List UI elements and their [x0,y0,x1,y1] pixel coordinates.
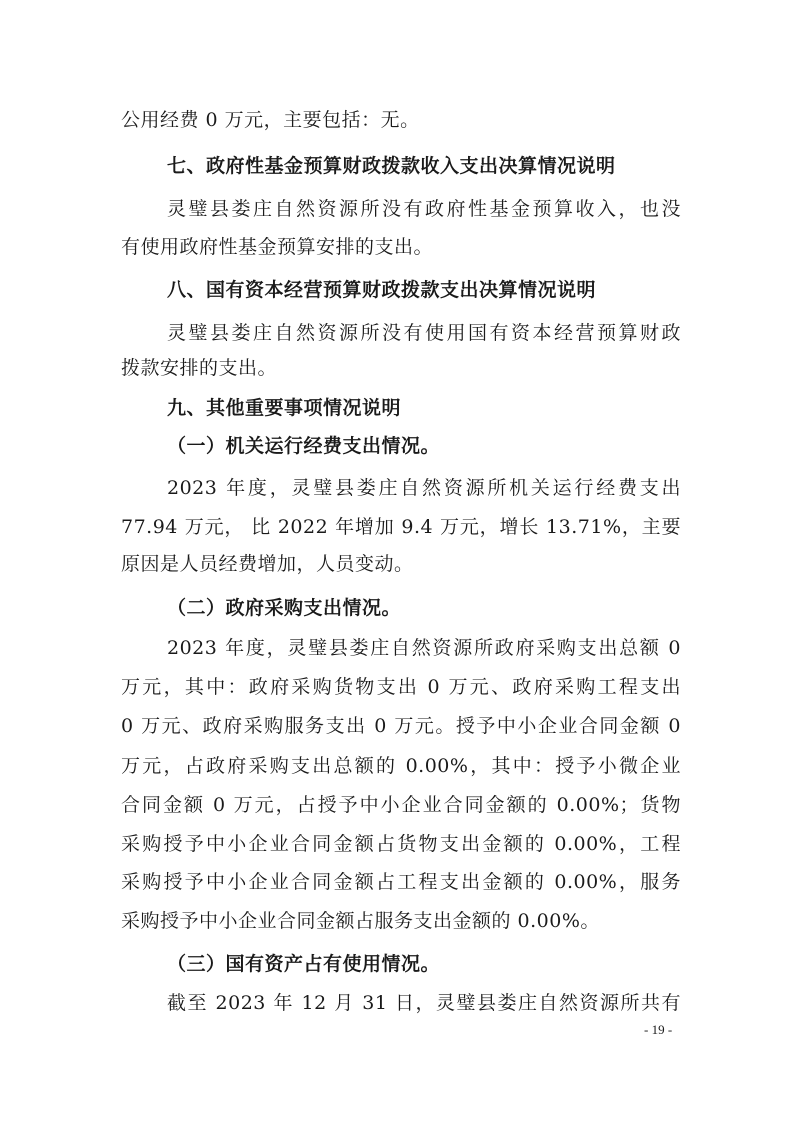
section-heading-7: 七、政府性基金预算财政拨款收入支出决算情况说明 [167,155,616,177]
body-text-line: 2023 年度，灵璧县娄庄自然资源所机关运行经费支出 [167,477,681,499]
body-text-line: 合同金额 0 万元，占授予中小企业合同金额的 0.00%；货物 [121,794,681,816]
body-text-line: 万元，其中：政府采购货物支出 0 万元、政府采购工程支出 [121,676,681,698]
body-text-line: 0 万元、政府采购服务支出 0 万元。授予中小企业合同金额 0 [121,715,681,737]
subsection-heading-2: （二）政府采购支出情况。 [167,597,402,619]
body-text-line: 采购授予中小企业合同金额占工程支出金额的 0.00%，服务 [121,871,681,893]
body-text-line: 有使用政府性基金预算安排的支出。 [121,236,434,258]
subsection-heading-3: （三）国有资产占有使用情况。 [167,953,441,975]
body-text-line: 2023 年度，灵璧县娄庄自然资源所政府采购支出总额 0 [167,637,681,659]
body-text-line: 原因是人员经费增加，人员变动。 [121,553,414,575]
body-text-line: 77.94 万元， 比 2022 年增加 9.4 万元，增长 13.71%，主要 [121,516,681,538]
body-text-line: 截至 2023 年 12 月 31 日，灵璧县娄庄自然资源所共有 [167,992,681,1014]
body-text-line: 灵璧县娄庄自然资源所没有政府性基金预算收入，也没 [167,198,681,220]
section-heading-9: 九、其他重要事项情况说明 [167,397,402,419]
body-text-line: 万元，占政府采购支出总额的 0.00%，其中：授予小微企业 [121,755,681,777]
section-heading-8: 八、国有资本经营预算财政拨款支出决算情况说明 [167,279,597,301]
body-text-line: 采购授予中小企业合同金额占服务支出金额的 0.00%。 [121,910,600,932]
page-number: - 19 - [644,1022,673,1037]
body-text-line: 拨款安排的支出。 [121,357,278,379]
body-text-line: 采购授予中小企业合同金额占货物支出金额的 0.00%，工程 [121,833,681,855]
subsection-heading-1: （一）机关运行经费支出情况。 [167,435,441,457]
body-text-line: 公用经费 0 万元，主要包括：无。 [121,109,420,131]
body-text-line: 灵璧县娄庄自然资源所没有使用国有资本经营预算财政 [167,322,681,344]
